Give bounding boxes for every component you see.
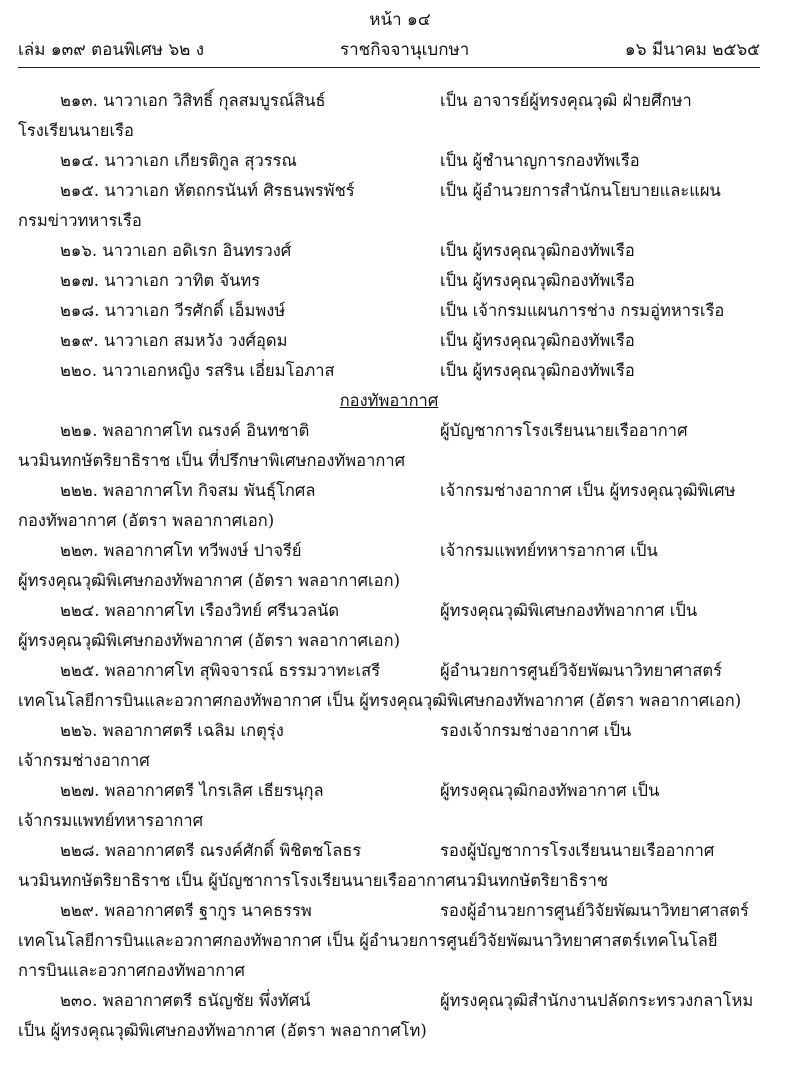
entry-continuation-line xyxy=(18,566,760,596)
entry-line xyxy=(18,896,760,926)
entry-position: เป็น ผู้ทรงคุณวุฒิกองทัพเรือ xyxy=(440,331,635,350)
entry-continuation: เจ้ากรมช่างอากาศ xyxy=(18,751,150,770)
entry-continuation-line xyxy=(18,806,760,836)
entry-line xyxy=(18,716,760,746)
entry-continuation-line xyxy=(18,446,760,476)
entry-position: รองเจ้ากรมช่างอากาศ เป็น xyxy=(440,721,632,740)
entry-name: ๒๒๐. นาวาเอกหญิง รสริน เอี่ยมโอภาส xyxy=(60,361,335,380)
entry-continuation: กรมข่าวทหารเรือ xyxy=(18,211,142,230)
entry-continuation: นวมินทกษัตริยาธิราช เป็น ที่ปรึกษาพิเศษกองทัพอากาศ xyxy=(18,451,406,470)
entry-name: ๒๒๓. พลอากาศโท ทวีพงษ์ ปาจรีย์ xyxy=(60,541,302,560)
publication-date: ๑๖ มีนาคม ๒๕๖๕ xyxy=(624,40,760,60)
entry-continuation-line xyxy=(18,866,760,896)
entry-position: เป็น ผู้ทรงคุณวุฒิกองทัพเรือ xyxy=(440,271,635,290)
section-heading-text: กองทัพอากาศ xyxy=(339,391,439,410)
entry-name: ๒๑๓. นาวาเอก วิสิทธิ์ กุลสมบูรณ์สินธ์ xyxy=(60,91,326,110)
entry-name: ๒๑๕. นาวาเอก หัตถกรนันท์ ศิรธนพรพัชร์ xyxy=(60,181,355,200)
entry-continuation: เจ้ากรมแพทย์ทหารอากาศ xyxy=(18,811,204,830)
entry-line xyxy=(18,476,760,506)
entry-name: ๒๒๔. พลอากาศโท เรืองวิทย์ ศรีนวลนัด xyxy=(60,601,340,620)
entry-continuation: โรงเรียนนายเรือ xyxy=(18,121,134,140)
entry-continuation: กองทัพอากาศ (อัตรา พลอากาศเอก) xyxy=(18,511,275,530)
entry-position: เจ้ากรมแพทย์ทหารอากาศ เป็น xyxy=(440,541,658,560)
entry-line xyxy=(18,836,760,866)
entry-continuation: นวมินทกษัตริยาธิราช เป็น ผู้บัญชาการโรงเรียนนายเรืออากาศนวมินทกษัตริยาธิราช xyxy=(18,871,609,890)
entry-line xyxy=(18,776,760,806)
entry-position: ผู้บัญชาการโรงเรียนนายเรืออากาศ xyxy=(440,421,688,440)
entry-name: ๒๒๗. พลอากาศตรี ไกรเลิศ เธียรนุกุล xyxy=(60,781,324,800)
volume-info: เล่ม ๑๓๙ ตอนพิเศษ ๖๒ ง xyxy=(18,40,205,60)
entry-position: เจ้ากรมช่างอากาศ เป็น ผู้ทรงคุณวุฒิพิเศษ xyxy=(440,481,736,500)
entry-name: ๒๑๗. นาวาเอก วาทิต จันทร xyxy=(60,271,261,290)
entry-position: รองผู้บัญชาการโรงเรียนนายเรืออากาศ xyxy=(440,841,715,860)
entry-position: ผู้ทรงคุณวุฒิสำนักงานปลัดกระทรวงกลาโหม xyxy=(440,991,754,1010)
entry-continuation-line xyxy=(18,926,760,956)
entry-line xyxy=(18,356,760,386)
entry-line xyxy=(18,236,760,266)
entry-continuation-line xyxy=(18,956,760,986)
header-row xyxy=(18,36,760,64)
entry-name: ๒๒๑. พลอากาศโท ณรงค์ อินทชาติ xyxy=(60,421,310,440)
entry-line xyxy=(18,266,760,296)
entry-line xyxy=(18,86,760,116)
entry-name: ๒๑๖. นาวาเอก อดิเรก อินทรวงศ์ xyxy=(60,241,292,260)
entry-position: เป็น ผู้อำนวยการสำนักนโยบายและแผน xyxy=(440,181,721,200)
entry-position: ผู้ทรงคุณวุฒิกองทัพอากาศ เป็น xyxy=(440,781,660,800)
entry-position: เป็น อาจารย์ผู้ทรงคุณวุฒิ ฝ่ายศึกษา xyxy=(440,91,692,110)
entry-position: เป็น ผู้ทรงคุณวุฒิกองทัพเรือ xyxy=(440,241,635,260)
entry-position: เป็น ผู้ชำนาญการกองทัพเรือ xyxy=(440,151,640,170)
entry-continuation-line xyxy=(18,506,760,536)
entry-position: ผู้อำนวยการศูนย์วิจัยพัฒนาวิทยาศาสตร์ xyxy=(440,661,722,680)
entry-line xyxy=(18,416,760,446)
entry-position: เป็น ผู้ทรงคุณวุฒิกองทัพเรือ xyxy=(440,361,635,380)
entry-position: รองผู้อำนวยการศูนย์วิจัยพัฒนาวิทยาศาสตร์ xyxy=(440,901,749,920)
header-divider xyxy=(18,67,760,68)
entry-continuation-line xyxy=(18,1016,760,1046)
entry-position: ผู้ทรงคุณวุฒิพิเศษกองทัพอากาศ เป็น xyxy=(440,601,698,620)
entry-continuation: ผู้ทรงคุณวุฒิพิเศษกองทัพอากาศ (อัตรา พลอากาศเอก) xyxy=(18,631,401,650)
entry-line xyxy=(18,536,760,566)
entry-continuation-line xyxy=(18,206,760,236)
entry-name: ๒๒๕. พลอากาศโท สุพิจจารณ์ ธรรมวาทะเสรี xyxy=(60,661,381,680)
section-heading-airforce xyxy=(18,386,760,416)
entry-line xyxy=(18,176,760,206)
entry-continuation: การบินและอวกาศกองทัพอากาศ xyxy=(18,961,245,980)
entry-name: ๒๓๐. พลอากาศตรี ธนัญชัย พึ่งทัศน์ xyxy=(60,991,311,1010)
entry-continuation-line xyxy=(18,686,760,716)
entry-continuation-line xyxy=(18,116,760,146)
entry-continuation-line xyxy=(18,746,760,776)
entry-name: ๒๒๙. พลอากาศตรี ฐากูร นาคธรรพ xyxy=(60,901,312,920)
entry-line xyxy=(18,656,760,686)
entry-continuation: เป็น ผู้ทรงคุณวุฒิพิเศษกองทัพอากาศ (อัตรา พลอากาศโท) xyxy=(18,1021,427,1040)
publication-title: ราชกิจจานุเบกษา xyxy=(340,40,470,60)
entry-continuation: เทคโนโลยีการบินและอวกาศกองทัพอากาศ เป็น ผู้อำนวยการศูนย์วิจัยพัฒนาวิทยาศาสตร์เทคโนโลยี xyxy=(18,931,718,950)
entry-name: ๒๑๔. นาวาเอก เกียรติกูล สุวรรณ xyxy=(60,151,297,170)
entry-name: ๒๑๘. นาวาเอก วีรศักดิ์ เอ็มพงษ์ xyxy=(60,301,286,320)
entry-line xyxy=(18,326,760,356)
entry-line xyxy=(18,986,760,1016)
entry-continuation-line xyxy=(18,626,760,656)
entry-line xyxy=(18,596,760,626)
entry-line xyxy=(18,146,760,176)
entry-name: ๒๑๙. นาวาเอก สมหวัง วงศ์อุดม xyxy=(60,331,288,350)
entry-continuation: เทคโนโลยีการบินและอวกาศกองทัพอากาศ เป็น ผู้ทรงคุณวุฒิพิเศษกองทัพอากาศ (อัตรา พลอากาศเอก) xyxy=(18,691,742,710)
entry-name: ๒๒๘. พลอากาศตรี ณรงค์ศักดิ์ พิชิตชโลธร xyxy=(60,841,362,860)
entry-continuation: ผู้ทรงคุณวุฒิพิเศษกองทัพอากาศ (อัตรา พลอากาศเอก) xyxy=(18,571,401,590)
document-body xyxy=(18,86,760,1046)
entry-line xyxy=(18,296,760,326)
entry-name: ๒๒๖. พลอากาศตรี เฉลิม เกตุรุ่ง xyxy=(60,721,284,740)
entry-position: เป็น เจ้ากรมแผนการช่าง กรมอู่ทหารเรือ xyxy=(440,301,725,320)
entry-name: ๒๒๒. พลอากาศโท กิจสม พันธุ์โกศล xyxy=(60,481,316,500)
page-number: หน้า ๑๔ xyxy=(369,10,431,30)
